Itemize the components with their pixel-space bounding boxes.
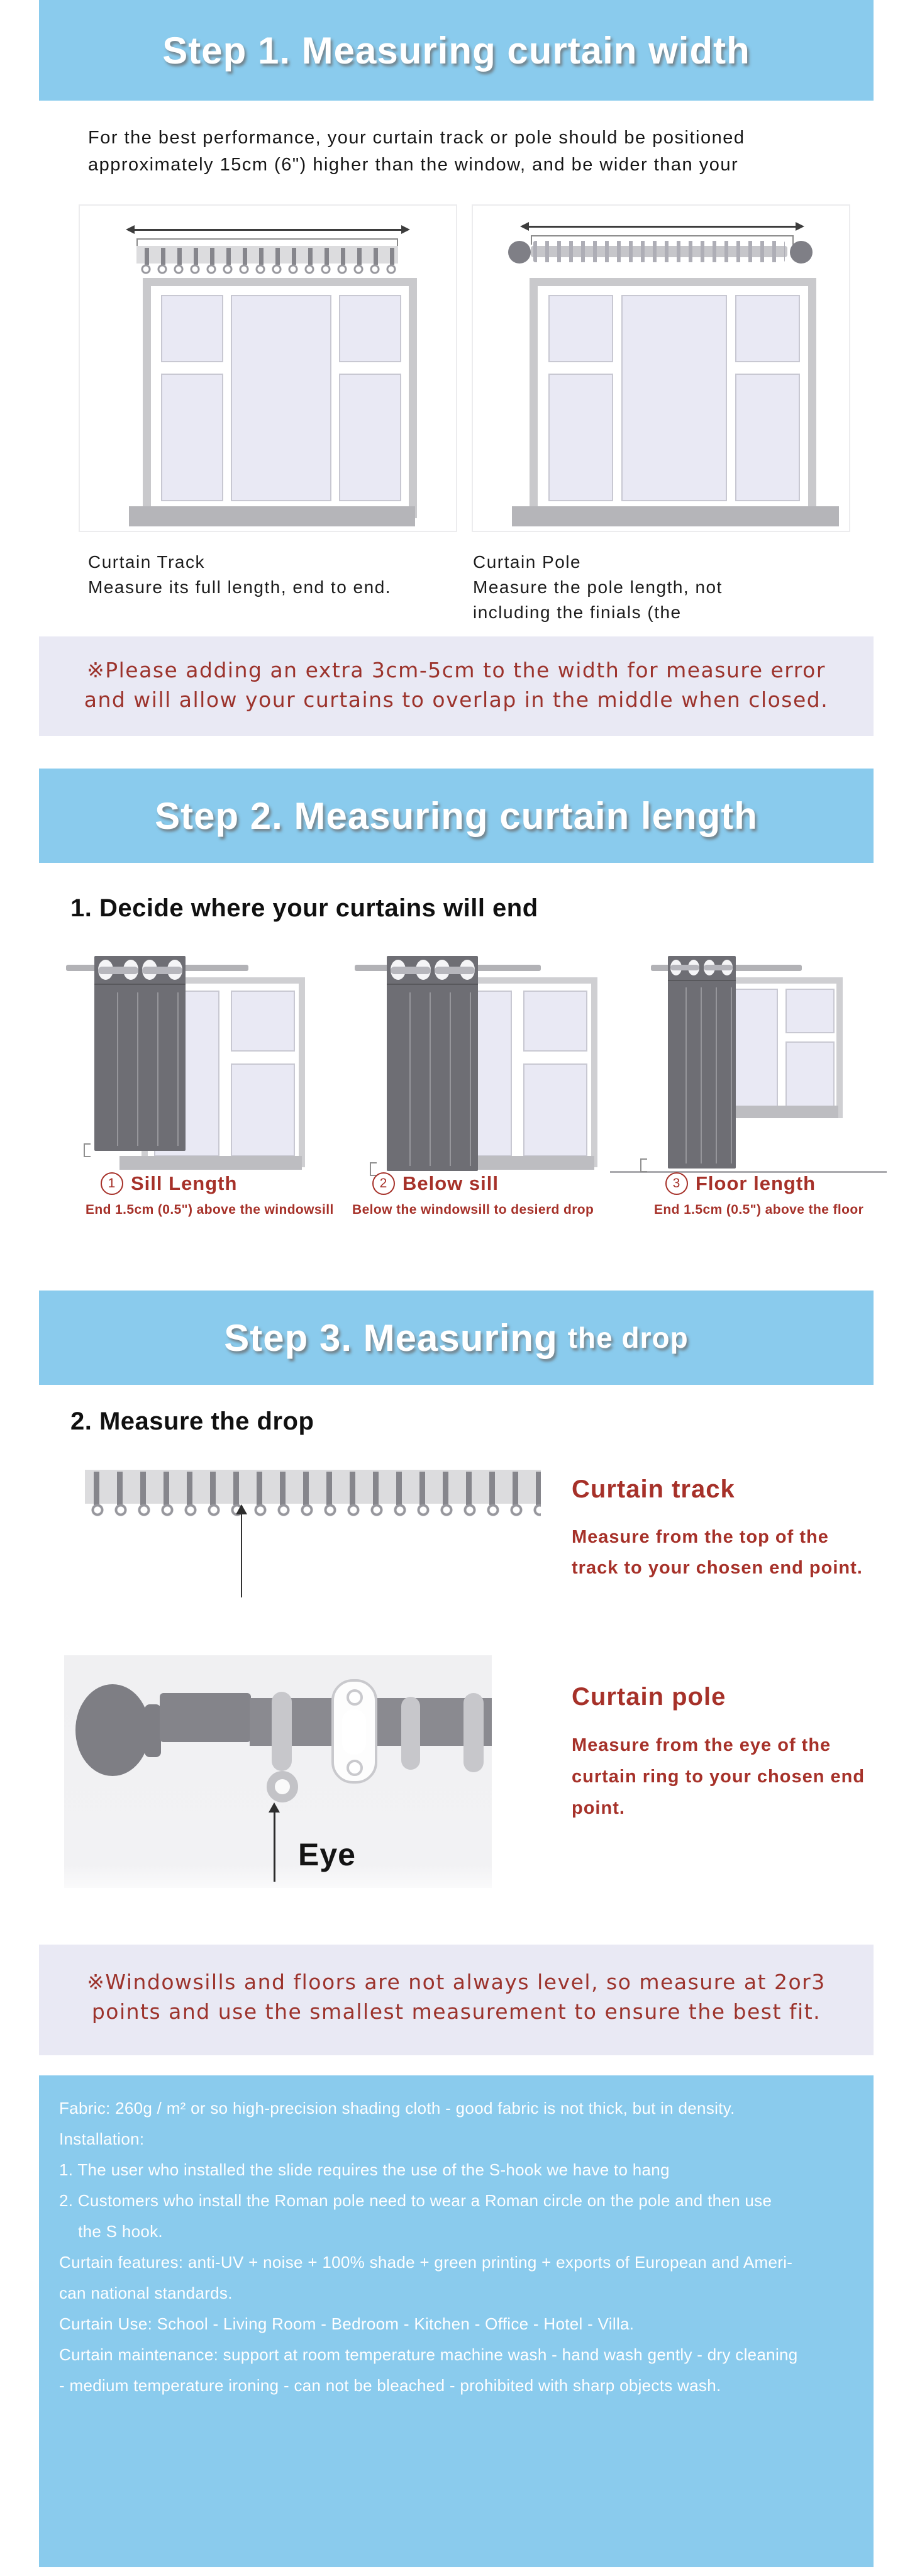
info-installation: Installation:: [59, 2129, 145, 2148]
curtain-ring: [463, 1693, 484, 1772]
curtain-header-seam: [94, 984, 186, 985]
step3-heading: 2. Measure the drop: [70, 1407, 314, 1435]
info-install-step1: 1. The user who installed the slide requires the use of the S-hook we have to hang: [59, 2160, 670, 2179]
info-features: Curtain features: anti-UV + noise + 100% shade + green printing + exports of European and Ameri-: [59, 2253, 793, 2272]
window: [717, 977, 843, 1118]
option1-caption: [86, 1172, 334, 1218]
track-drop-title: Curtain track: [572, 1475, 735, 1503]
step3-banner: [39, 1291, 874, 1385]
width-note: [39, 636, 874, 736]
pole-caption-title: Curtain Pole: [473, 552, 582, 572]
pole-finial-ball: [75, 1684, 150, 1776]
window-pane: [161, 295, 223, 362]
ring-eye: [267, 1771, 298, 1802]
info-features-cont: can national standards.: [59, 2284, 233, 2302]
bracket-slot: [342, 1709, 366, 1755]
circled-number-2: 2: [372, 1172, 395, 1195]
pole-drop-line1: Measure from the eye of the: [572, 1735, 831, 1755]
window: [530, 278, 816, 518]
bracket-screw: [347, 1689, 363, 1706]
curtain-header-seam: [668, 980, 736, 981]
pole-drop-text: [572, 1729, 865, 1824]
step2-banner-title: Step 2. Measuring curtain length: [155, 794, 758, 837]
pole-drop-line3: point.: [572, 1798, 625, 1818]
curtain-track-rail: [136, 246, 398, 264]
info-install-step2b: the S hook.: [59, 2222, 163, 2241]
window-pane: [231, 991, 295, 1052]
pole-finial-left: [508, 241, 531, 264]
curtain-folds: [672, 987, 732, 1163]
width-arrow-icon: [134, 229, 402, 231]
track-gliders: [138, 264, 398, 276]
drop-arrow-line: [241, 1513, 242, 1597]
wall-bracket: [331, 1679, 377, 1784]
info-fabric: Fabric: 260g / m² or so high-precision shading cloth - good fabric is not thick, but in density.: [59, 2099, 735, 2118]
curtain-track-diagram: [79, 204, 457, 532]
window-pane: [785, 1041, 835, 1109]
measure-end-mark: [84, 1143, 91, 1157]
eye-label: Eye: [298, 1837, 356, 1872]
step1-banner-title: Step 1. Measuring curtain width: [162, 29, 750, 72]
pole-end-section: [160, 1693, 251, 1742]
step3-banner-title: Step 3. Measuring: [224, 1316, 558, 1359]
option2-title-row: [372, 1172, 594, 1195]
windowsill: [512, 506, 839, 526]
window-pane: [548, 374, 613, 501]
step1-intro-line2: approximately 15cm (6") higher than the window, and be wider than your: [88, 155, 739, 175]
window-pane: [621, 295, 726, 501]
step3-banner-subtitle: the drop: [567, 1321, 689, 1354]
track-drop-line2: track to your chosen end point.: [572, 1558, 863, 1578]
track-drop-text: [572, 1522, 863, 1584]
pole-rings: [533, 241, 785, 262]
width-note-line2: and will allow your curtains to overlap in the middle when closed.: [84, 687, 829, 712]
info-maintenance-cont: - medium temperature ironing - can not be bleached - prohibited with sharp objects wash.: [59, 2376, 721, 2395]
windowsill: [129, 506, 415, 526]
curtain-ring: [272, 1692, 292, 1771]
step1-banner: [39, 0, 874, 101]
window-pane: [231, 295, 331, 501]
curtain-header-seam: [387, 984, 478, 985]
pole-caption: [473, 550, 723, 625]
eye-arrow-line: [274, 1811, 275, 1882]
track-drop-line1: Measure from the top of the: [572, 1527, 829, 1547]
option3-caption: [654, 1172, 864, 1218]
level-note: [39, 1945, 874, 2055]
pole-through-grommets: [98, 967, 138, 974]
option-below-sill: [352, 951, 594, 1228]
pole-drop-line2: curtain ring to your chosen end: [572, 1767, 865, 1787]
window-pane: [231, 1063, 295, 1157]
finial-neck: [145, 1704, 161, 1757]
curtain-ring: [401, 1697, 420, 1770]
pole-finial-right: [790, 241, 813, 264]
info-maintenance: Curtain maintenance: support at room temperature machine wash - hand wash gently - dry cleaning: [59, 2345, 798, 2364]
track-gliders: [86, 1504, 541, 1518]
track-caption: [88, 550, 391, 600]
grommet-pair: [704, 960, 733, 976]
width-arrow-icon: [528, 226, 796, 228]
track-caption-title: Curtain Track: [88, 552, 205, 572]
grommet-pair: [98, 960, 138, 981]
step1-intro-line1: For the best performance, your curtain track or pole should be positioned: [88, 128, 745, 148]
grommet-pair: [435, 960, 475, 981]
option1-desc: End 1.5cm (0.5") above the windowsill: [86, 1202, 334, 1217]
curtain-panel: [387, 956, 478, 1171]
pole-drop-title: Curtain pole: [572, 1683, 726, 1711]
windowsill: [119, 1156, 302, 1170]
pole-through-grommets: [142, 967, 182, 974]
curtain-panel: [94, 956, 186, 1151]
circled-number-1: 1: [101, 1172, 123, 1195]
option1-title-row: [101, 1172, 334, 1195]
option3-title-row: [665, 1172, 863, 1195]
window: [143, 278, 417, 518]
window-pane: [339, 295, 401, 362]
curtain-pole-diagram: [472, 204, 850, 532]
step2-heading: 1. Decide where your curtains will end: [70, 894, 538, 922]
pole-through-grommets: [670, 965, 699, 970]
measure-end-mark: [640, 1158, 647, 1172]
grommet-pair: [670, 960, 699, 976]
curtain-folds: [98, 992, 182, 1146]
grommet-pair: [142, 960, 182, 981]
curtain-pole-illustration: [64, 1655, 492, 1888]
step1-intro: [88, 125, 745, 179]
window-pane: [339, 374, 401, 501]
window-pane: [548, 295, 613, 362]
option2-desc: Below the windowsill to desierd drop: [352, 1202, 594, 1217]
pole-through-grommets: [435, 967, 475, 974]
option2-caption: [352, 1172, 594, 1218]
window-pane: [735, 374, 800, 501]
curtain-folds: [391, 992, 474, 1166]
window-pane: [735, 295, 800, 362]
window-pane: [785, 989, 835, 1033]
window-pane: [523, 1063, 587, 1157]
width-note-line1: ※Please adding an extra 3cm-5cm to the width for measure error: [87, 658, 826, 682]
pole-through-grommets: [391, 967, 431, 974]
curtain-panel: [668, 956, 736, 1169]
window-pane: [523, 991, 587, 1052]
step2-banner: [39, 769, 874, 863]
window-pane: [161, 374, 223, 501]
curtain-track-rail: [85, 1470, 541, 1504]
option3-label: Floor length: [696, 1172, 816, 1194]
info-use: Curtain Use: School - Living Room - Bedroom - Kitchen - Office - Hotel - Villa.: [59, 2314, 635, 2333]
circled-number-3: 3: [665, 1172, 688, 1195]
option1-label: Sill Length: [131, 1172, 238, 1194]
info-install-step2: 2. Customers who install the Roman pole need to wear a Roman circle on the pole and then use: [59, 2191, 772, 2210]
level-note-line2: points and use the smallest measurement to ensure the best fit.: [91, 1999, 821, 2024]
bracket-screw: [347, 1760, 363, 1776]
pole-caption-line2: including the finials (the: [473, 602, 682, 622]
option2-label: Below sill: [402, 1172, 499, 1194]
option-floor-length: [623, 951, 880, 1228]
option-sill-length: [60, 951, 334, 1228]
pole-through-grommets: [704, 965, 733, 970]
option3-desc: End 1.5cm (0.5") above the floor: [654, 1202, 864, 1217]
level-note-line1: ※Windowsills and floors are not always level, so measure at 2or3: [87, 1970, 826, 1994]
track-caption-text: Measure its full length, end to end.: [88, 577, 392, 597]
product-info-panel: [39, 2075, 874, 2567]
grommet-pair: [391, 960, 431, 981]
pole-caption-line1: Measure the pole length, not: [473, 577, 723, 597]
